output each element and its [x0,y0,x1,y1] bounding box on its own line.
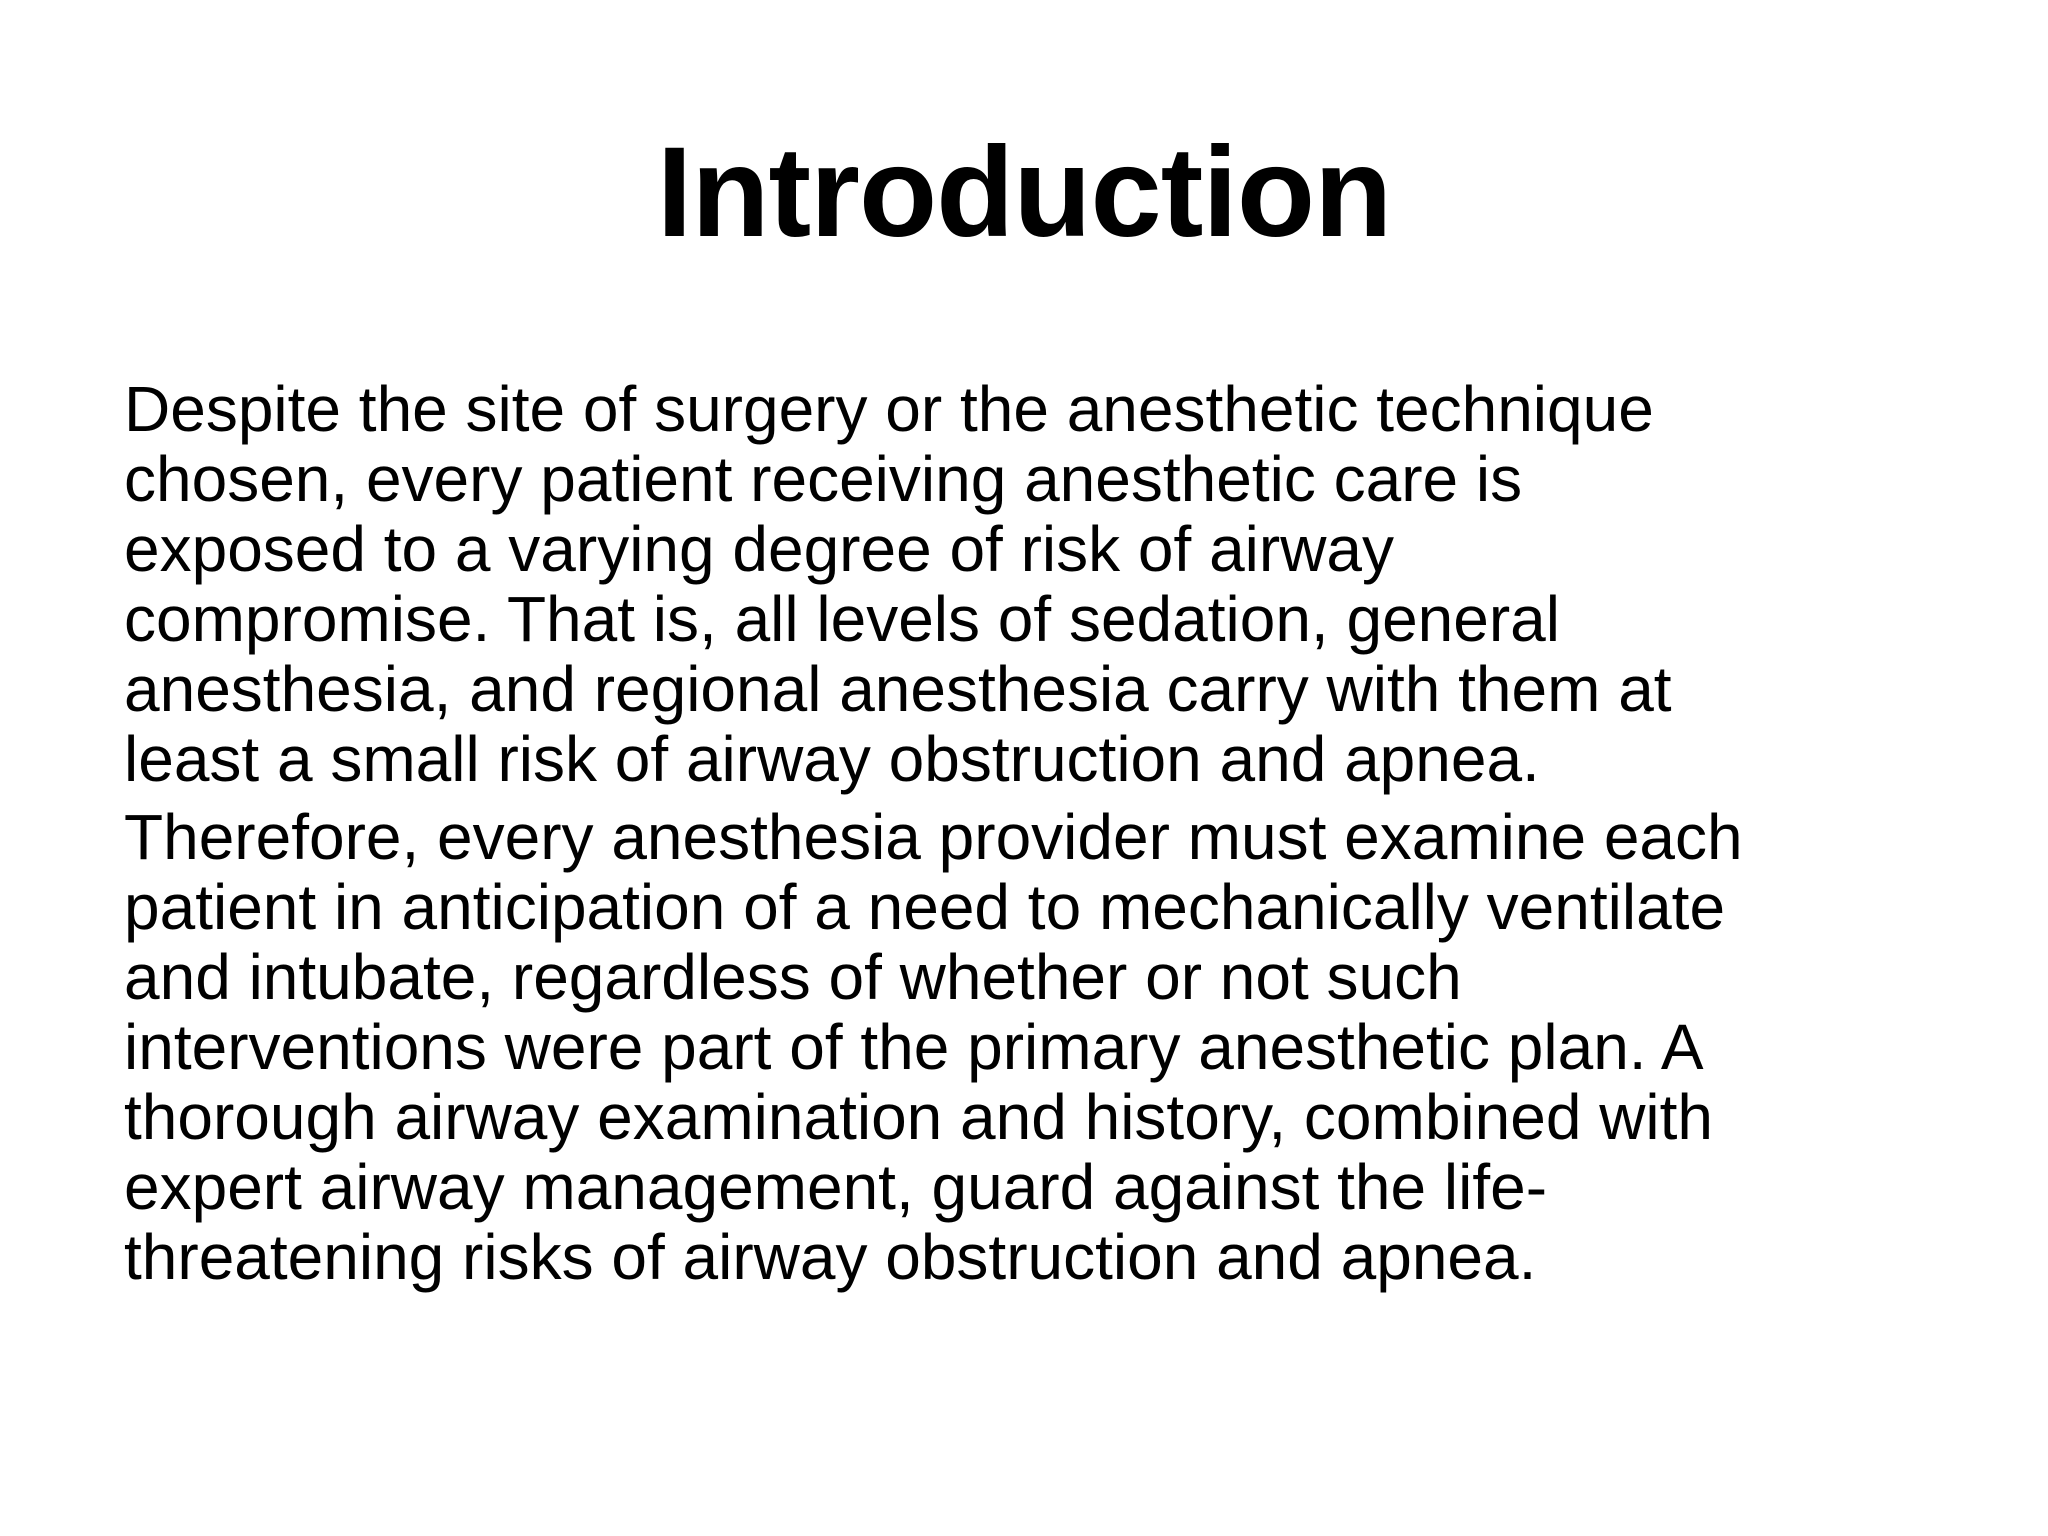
slide-body [124,374,2004,1300]
paragraph-line: Despite the site of surgery or the anesthetic technique [124,373,1654,445]
paragraph-line: least a small risk of airway obstruction and apnea. [124,723,1540,795]
paragraph-line: anesthesia, and regional anesthesia carry with them at [124,653,1672,725]
paragraph-line: expert airway management, guard against the life- [124,1151,1547,1223]
paragraph-line: and intubate, regardless of whether or not such [124,941,1462,1013]
paragraph-line: exposed to a varying degree of risk of airway [124,513,1394,585]
paragraph-line: thorough airway examination and history, combined with [124,1081,1713,1153]
paragraph-line: threatening risks of airway obstruction and apnea. [124,1221,1537,1293]
paragraph-line: chosen, every patient receiving anesthetic care is [124,443,1523,515]
paragraph-2 [124,802,2004,1292]
paragraph-line: Therefore, every anesthesia provider must examine each [124,801,1743,873]
paragraph-1 [124,374,2004,794]
paragraph-line: interventions were part of the primary anesthetic plan. A [124,1011,1704,1083]
paragraph-line: patient in anticipation of a need to mechanically ventilate [124,871,1726,943]
paragraph-line: compromise. That is, all levels of sedation, general [124,583,1560,655]
slide-title: Introduction [656,121,1392,264]
